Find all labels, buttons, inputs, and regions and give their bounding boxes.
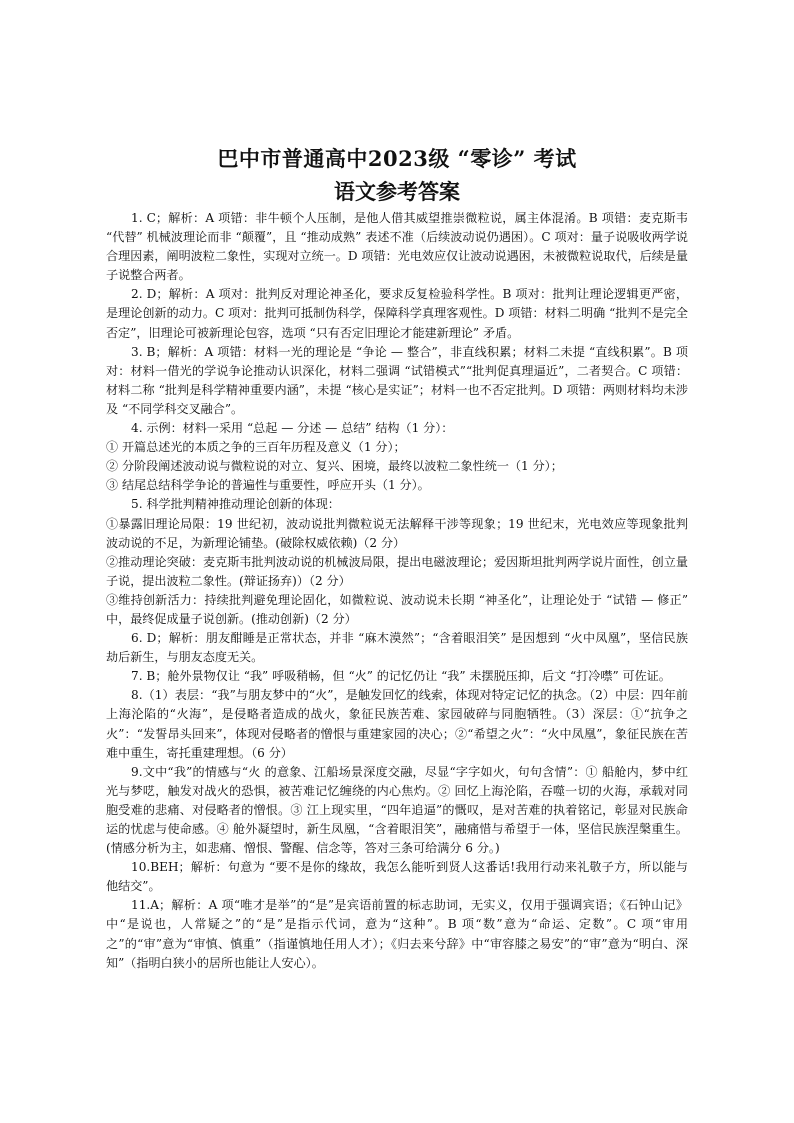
answer-key-subtitle: 语文参考答案 xyxy=(334,179,460,204)
answer-q5-point-1: ①暴露旧理论局限：19 世纪初，波动说批判微粒说无法解释干涉等现象；19 世纪末，光电效应等现象批判波动说的不足，为新理论铺垫。(破除权威依赖)（2 分） xyxy=(106,516,688,550)
answer-q4-point-3: ③ 结尾总结科学争论的普遍性与重要性，呼应开头（1 分）。 xyxy=(106,478,430,493)
answer-q4-point-2: ② 分阶段阐述波动说与微粒说的对立、复兴、困境，最终以波粒二象性统一（1 分）； xyxy=(106,459,563,474)
answer-q11: 11.A；解析：A 项“唯才是举”的“是”是宾语前置的标志助词，无实义，仅用于强调宾语；《石钟山记》中“是说也，人常疑之”的“是”是指示代词，意为“这种”。B 项“数”意为“命运、定数”。C 项“审用之”的“审”意为“审慎、慎重”（指谨慎地任用人才）；《归去来兮辞》中“审容膝之易安”的“审”意为“明白、深知”（指明白狭小的居所也能让人安心）。 xyxy=(106,898,688,970)
answer-q2: 2. D；解析：A 项对：批判反对理论神圣化，要求反复检验科学性。B 项对：批判让理论逻辑更严密，是理论创新的动力。C 项对：批判可抵制伪科学，保障科学真理客观性。D 项错：材料二明确 “批判不是完全否定”，旧理论可被新理论包容，选项 “只有否定旧理论才能建新理论” 矛盾。 xyxy=(106,287,688,340)
answer-q3: 3. B；解析：A 项错：材料一光的理论是 “争论 — 整合”，非直线积累；材料二未提 “直线积累”。B 项对：材料一借光的学说争论推动认识深化，材料二强调 “试错模式”“批判促真理逼近”，二者契合。C 项错：材料二称 “批判是科学精神重要内涵”，未提 “核心是实证”；材料一也不否定批判。D 项错：两则材料均未涉及 “不同学科交叉融合”。 xyxy=(106,344,688,416)
answer-q5-point-2: ②推动理论突破：麦克斯韦批判波动说的机械波局限，提出电磁波理论；爱因斯坦批判两学说片面性，创立量子说，提出波粒二象性。(辩证扬弃)）（2 分） xyxy=(106,554,688,588)
answer-q5-intro: 5. 科学批判精神推动理论创新的体现： xyxy=(131,497,340,512)
answer-q5-point-3: ③维持创新活力：持续批判避免理论固化，如微粒说、波动说未长期 “神圣化”，让理论处于 “试错 — 修正” 中，最终促成量子说创新。(推动创新)（2 分） xyxy=(106,592,688,626)
answer-q10: 10.BEH；解析：句意为 “要不是你的缘故，我怎么能听到贤人这番话!我用行动来礼敬子方，所以能与他结交”。 xyxy=(106,860,688,894)
exam-title: 巴中市普通高中2023级 “零诊” 考试 xyxy=(217,146,577,171)
answer-q9: 9.文中“我”的情感与“火 的意象、江船场景深度交融，尽显“字字如火，句句含情”：① 船舱内，梦中红光与梦呓，触发对战火的恐惧，被苦难记忆缠绕的内心焦灼。② 回忆上海沦陷，吞噬一切的火海，承载对同胞受难的悲痛、对侵略者的憎恨。③ 江上现实里，“四年追逼”的慨叹，是对苦难的执着铭记，彰显对民族命运的忧虑与使命感。④ 舱外凝望时，新生凤凰，“含着眼泪笑”，融痛惜与希望于一体，坚信民族涅槃重生。(情感分析为主，如悲痛、憎恨、警醒、信念等，答对三条可给满分 6 分。) xyxy=(106,764,688,856)
answer-q1: 1. C；解析：A 项错：非牛顿个人压制，是他人借其威望推崇微粒说，属主体混淆。B 项错：麦克斯韦 “代替” 机械波理论而非 “颠覆”，且 “推动成熟” 表述不准（后续波动说仍遇困）。C 项对：量子说吸收两学说合理因素，阐明波粒二象性，实现对立统一。D 项错：光电效应仅让波动说遇困，未被微粒说取代，后续是量子说整合两者。 xyxy=(106,211,688,283)
answer-q7: 7. B；舱外景物仅让 “我” 呼吸稍畅，但 “火” 的记忆仍让 “我” 未摆脱压抑，后文 “打冷噤” 可佐证。 xyxy=(131,669,671,684)
answer-q4-intro: 4. 示例：材料一采用 “总起 — 分述 — 总结” 结构（1 分）： xyxy=(131,421,454,436)
answer-body xyxy=(106,209,688,973)
answer-q8: 8.（1）表层：“我”与朋友梦中的“火”，是触发回忆的线索，体现对特定记忆的执念。（2）中层：四年前上海沦陷的“火海”，是侵略者造成的战火，象征民族苦难、家园破碎与同胞牺牲。（3）深层：①“抗争之火”：“发誓昂头回来”，体现对侵略者的憎恨与重建家园的决心；②“希望之火”：“火中凤凰”，象征民族在苦难中重生，寄托重建理想。（6 分） xyxy=(106,688,688,760)
answer-q4-point-1: ① 开篇总述光的本质之争的三百年历程及意义（1 分）； xyxy=(106,440,406,455)
answer-q6: 6. D；解析：朋友酣睡是正常状态，并非 “麻木漠然”；“含着眼泪笑” 是因想到 “火中凤凰”，坚信民族劫后新生，与朋友态度无关。 xyxy=(106,631,688,665)
